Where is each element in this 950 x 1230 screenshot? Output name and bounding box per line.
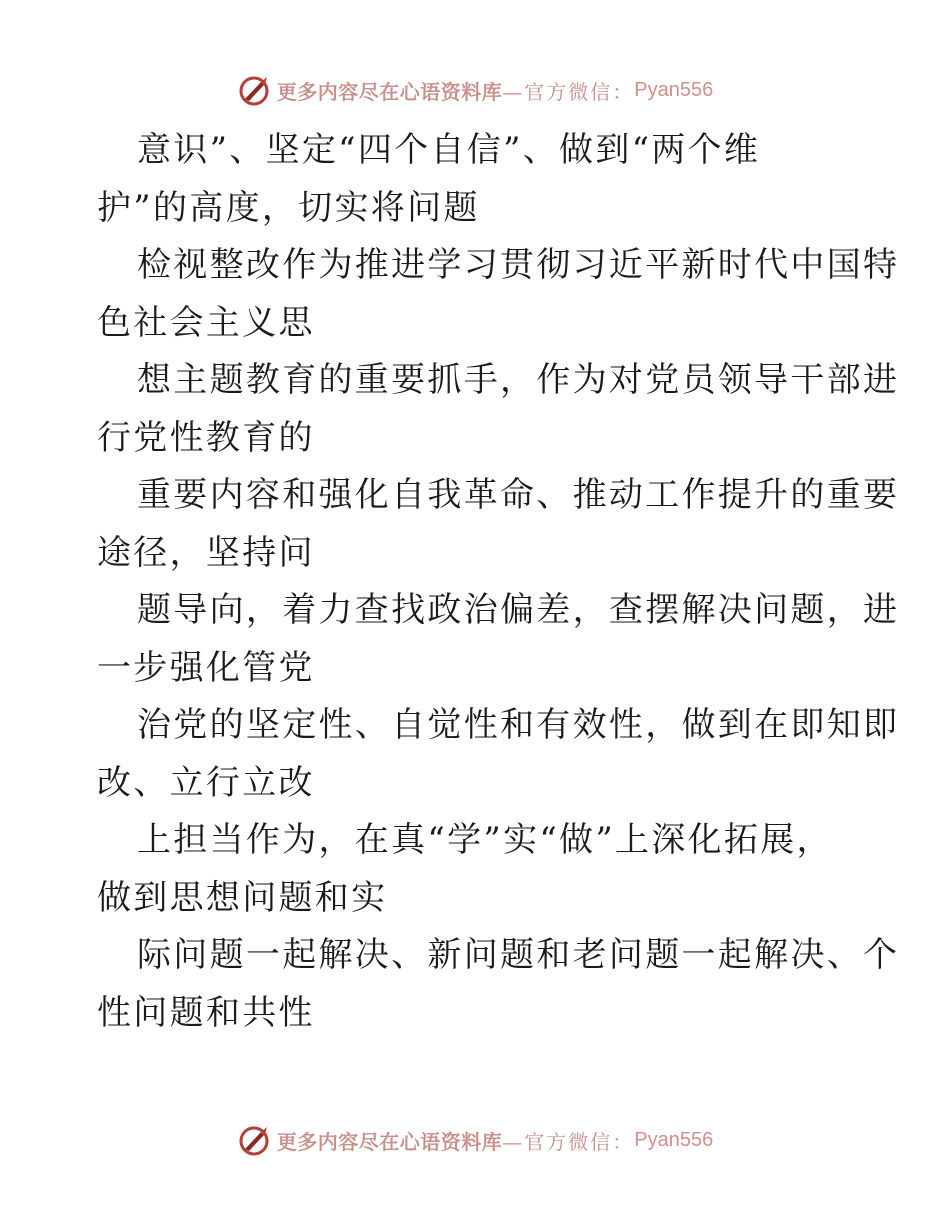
paragraph-line: 护”的高度，切实将问题 [97,187,480,228]
paragraph-line: 治党的坚定性、自觉性和有效性，做到在即知即 [137,705,900,745]
document-body [97,122,900,1042]
watermark-wechat-id: Pyan556 [634,1128,714,1151]
quill-logo-icon [237,73,271,107]
paragraph-line: 重要内容和强化自我革命、推动工作提升的重要 [137,475,900,515]
watermark-text: 更多内容尽在心语资料库 [276,79,503,104]
paragraph-line: 上担当作为，在真“学”实“做”上深化拓展， [137,820,833,860]
watermark-text: 更多内容尽在心语资料库 [276,1129,503,1154]
paragraph-line: 意识”、坚定“四个自信”、做到“两个维 [137,130,761,170]
quill-logo-icon [237,1123,271,1157]
paragraph-line: 行党性教育的 [97,417,315,458]
paragraph-line: 想主题教育的重要抓手，作为对党员领导干部进 [137,360,900,400]
watermark-official-label: —官方微信： [502,79,635,104]
paragraph-line: 改、立行立改 [97,762,315,803]
paragraph-line: 做到思想问题和实 [97,877,388,918]
paragraph-line: 题导向，着力查找政治偏差，查摆解决问题，进 [137,590,900,630]
footer-watermark [0,1120,950,1160]
paragraph-line: 际问题一起解决、新问题和老问题一起解决、个 [137,935,900,975]
paragraph-line: 一步强化管党 [97,647,315,688]
paragraph-line: 途径，坚持问 [97,532,315,573]
paragraph-line: 色社会主义思 [97,302,315,343]
watermark-official-label: —官方微信： [502,1129,635,1154]
paragraph-line: 检视整改作为推进学习贯彻习近平新时代中国特 [137,245,900,285]
watermark-wechat-id: Pyan556 [634,78,714,101]
paragraph-line: 性问题和共性 [97,992,315,1033]
header-watermark [0,70,950,110]
